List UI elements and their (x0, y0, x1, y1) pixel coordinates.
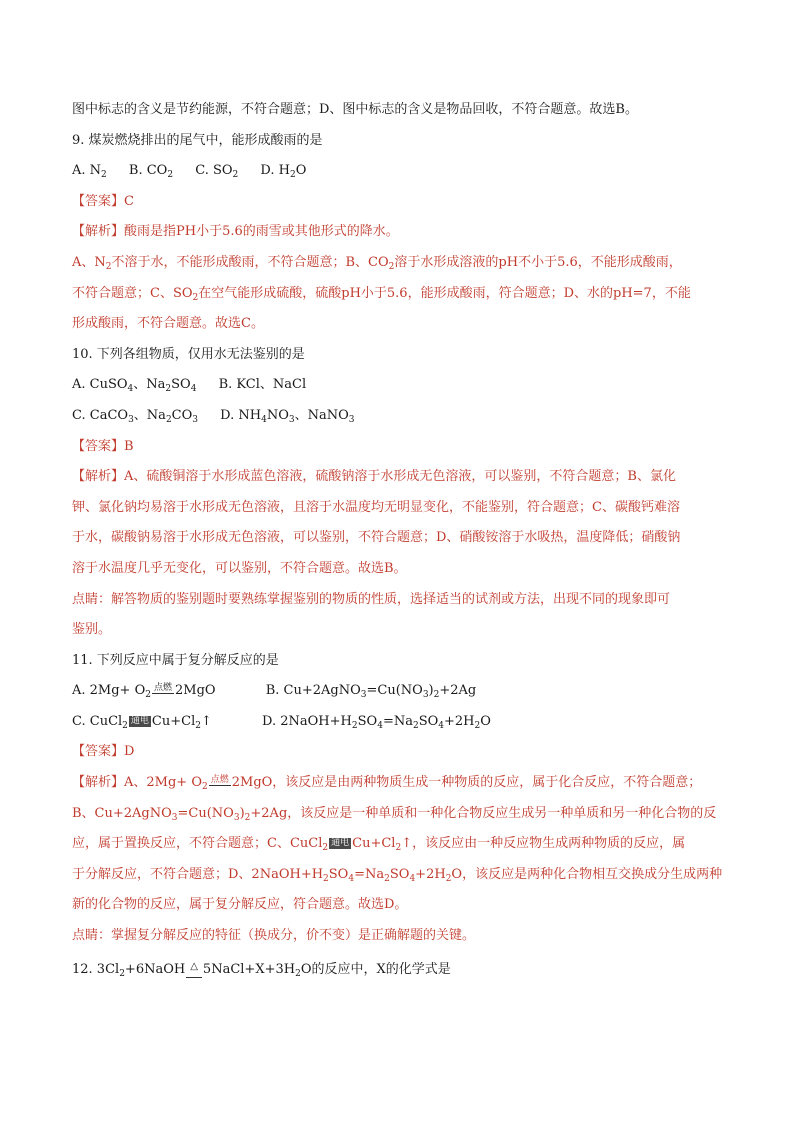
option-b: B. $CO_2$ (128, 163, 174, 181)
option-c: C. $SO_2$ (195, 163, 239, 181)
question-9-explanation-1: A、$N_2$不溶于水，不能形成酸雨，不符合题意；B、$CO_2$溶于水形成溶液的pH不小于5.6，不能形成酸雨， (72, 254, 682, 272)
question-10-analysis-1: 【解析】A、硫酸铜溶于水形成蓝色溶液，硫酸钠溶于水形成无色溶液，可以鉴别，不符合题意；B、氯化 (72, 469, 676, 485)
question-10-options-cd (72, 406, 724, 426)
option-a: A. CuSO$_4$、$Na_2SO_4$ (72, 377, 197, 395)
question-9-options (72, 161, 724, 181)
question-10-tip-2: 鉴别。 (72, 622, 112, 638)
question-11-analysis-5: 新的化合物的反应，属于复分解反应，符合题意。故选D。 (72, 897, 408, 913)
question-10-analysis-3: 于水，碳酸钠易溶于水形成无色溶液，可以鉴别，不符合题意；D、硝酸铵溶于水吸热，温度降低；硝酸钠 (72, 530, 681, 546)
document-page (72, 100, 724, 990)
question-11-stem: 11. 下列反应中属于复分解反应的是 (72, 652, 279, 668)
option-c: C. CuCl$_2$ 通电 $Cu+Cl_2↑$ (72, 713, 212, 731)
question-9-explanation-3: 形成酸雨，不符合题意。故选C。 (72, 316, 264, 332)
question-11-options-ab (72, 681, 724, 701)
question-11-options-cd (72, 712, 724, 732)
question-10-stem: 10. 下列各组物质，仅用水无法鉴别的是 (72, 346, 305, 362)
question-10-analysis-2: 钾、氯化钠均易溶于水形成无色溶液，且溶于水温度均无明显变化，不能鉴别，符合题意；C、碳酸钙难溶 (72, 499, 680, 515)
option-d: D. $NH_4NO_3$、NaNO$_3$ (220, 407, 355, 425)
option-a: A. $2Mg+ O_2$点燃 2MgO (72, 683, 216, 701)
question-9-explanation-2: 不符合题意；C、$SO_2$在空气能形成硫酸，硫酸pH小于5.6，能形成酸雨，符合题意；D、水的pH=7，不能 (72, 285, 691, 303)
question-11-analysis-3: 应，属于置换反应，不符合题意；C、CuCl$_2$ 通电 $Cu+Cl_2↑$，该反应由一种反应物生成两种物质的反应，属 (72, 836, 686, 854)
question-11-analysis-2: B、$Cu+2AgNO_3=Cu(NO_3)_2+2Ag$，该反应是一种单质和一种化合物反应生成另一种单质和另一种化合物的反 (72, 805, 717, 823)
reaction-condition-electrolysis: 通电 (331, 838, 350, 849)
reaction-condition-burn: 点燃 (210, 775, 229, 786)
question-9-answer: 【答案】C (72, 193, 134, 209)
option-c: C. CaCO$_3$、$Na_2CO_3$ (72, 407, 199, 425)
question-9-analysis: 【解析】酸雨是指PH小于5.6的雨雪或其他形式的降水。 (72, 224, 399, 240)
question-10-answer: 【答案】B (72, 438, 134, 454)
question-10-options-ab (72, 375, 724, 395)
option-d: D. $2NaOH+H_2SO_4=Na_2SO_4+2H_2O$ (262, 713, 491, 731)
question-11-tip: 点睛：掌握复分解反应的特征（换成分，价不变）是正确解题的关键。 (72, 928, 476, 944)
option-d: D. $H_2O$ (260, 163, 307, 181)
question-10-tip-1: 点睛：解答物质的鉴别题时要熟练掌握鉴别的物质的性质，选择适当的试剂或方法，出现不同的现象即可 (72, 591, 671, 607)
reaction-condition-heat: △ (186, 957, 202, 978)
question-12-stem: 12. $3Cl_2+6NaOH$ △ $5NaCl+X+3H_2O$的反应中，X的化学式是 (72, 957, 724, 980)
option-b: B. KCl、NaCl (218, 377, 307, 393)
question-11-analysis-4: 于分解反应，不符合题意；D、$2NaOH+H_2SO_4=Na_2SO_4+2H_2O$，该反应是两种化合物相互交换成分生成两种 (72, 866, 723, 884)
reaction-condition-burn: 点燃 (153, 683, 172, 694)
question-10-analysis-4: 溶于水温度几乎无变化，可以鉴别，不符合题意。故选B。 (72, 560, 407, 576)
option-a: A. $N_2$ (72, 163, 107, 181)
reaction-condition-electrolysis: 通电 (130, 715, 149, 726)
question-11-answer: 【答案】D (72, 744, 135, 760)
question-11-analysis-1: 【解析】A、$2Mg+ O_2$点燃 2MgO，该反应是由两种物质生成一种物质的反应，属于化合反应，不符合题意； (72, 775, 702, 793)
option-b: B. $Cu+2AgNO_3=Cu(NO_3)_2+2Ag$ (265, 683, 477, 701)
paragraph-continuation: 图中标志的含义是节约能源，不符合题意；D、图中标志的含义是物品回收，不符合题意。故选B。 (72, 102, 638, 117)
question-9-stem: 9. 煤炭燃烧排出的尾气中，能形成酸雨的是 (72, 132, 323, 148)
